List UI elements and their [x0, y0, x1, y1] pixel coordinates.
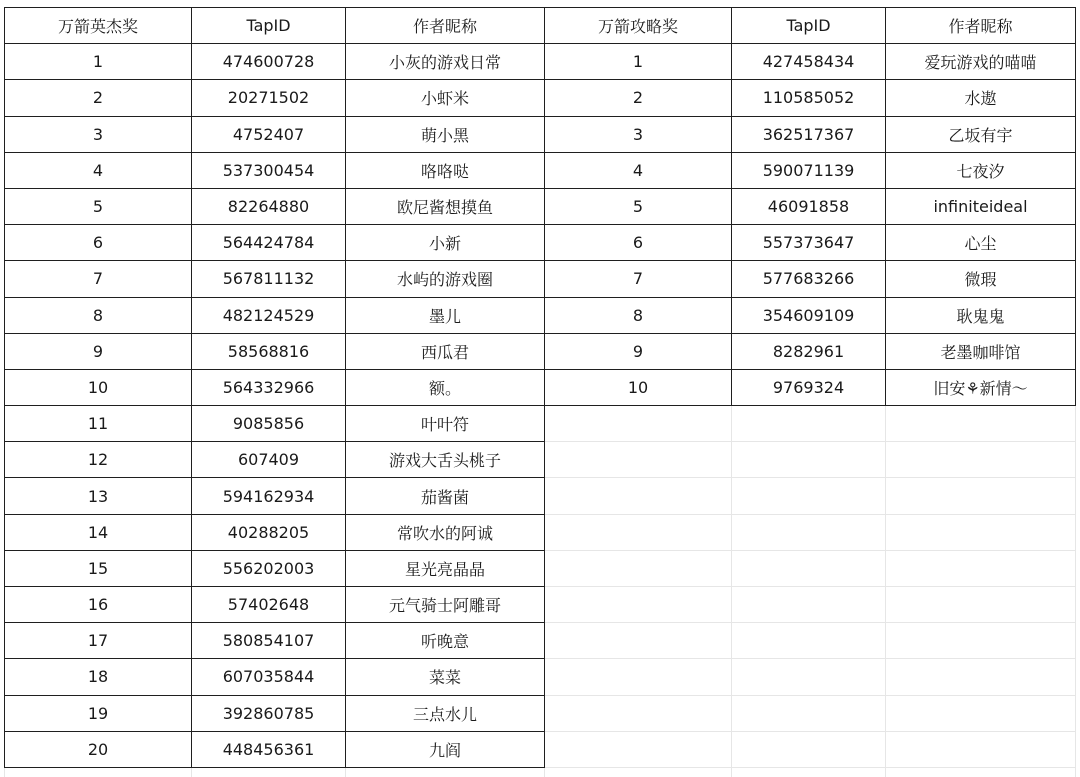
- right-nickname-cell[interactable]: 老墨咖啡馆: [886, 333, 1076, 369]
- left-tapid-cell[interactable]: 537300454: [192, 152, 346, 188]
- right-rank-cell[interactable]: 7: [545, 261, 732, 297]
- left-rank-cell[interactable]: 13: [5, 478, 192, 514]
- left-tapid-cell[interactable]: 474600728: [192, 44, 346, 80]
- right-tapid-cell[interactable]: 46091858: [732, 188, 886, 224]
- table-row: [5, 695, 1076, 731]
- left-header-nickname-cell[interactable]: 作者昵称: [346, 8, 545, 44]
- table-row: [5, 514, 1076, 550]
- left-tapid-cell[interactable]: 564424784: [192, 225, 346, 261]
- empty-cell[interactable]: [545, 550, 732, 586]
- left-rank-cell[interactable]: 20: [5, 731, 192, 767]
- table-row: [5, 225, 1076, 261]
- left-rank-cell[interactable]: 15: [5, 550, 192, 586]
- left-nickname-cell[interactable]: 九阎: [346, 731, 545, 767]
- left-rank-cell[interactable]: 5: [5, 188, 192, 224]
- right-tapid-cell[interactable]: 354609109: [732, 297, 886, 333]
- left-rank-cell[interactable]: 18: [5, 659, 192, 695]
- left-rank-cell[interactable]: 9: [5, 333, 192, 369]
- right-nickname-cell[interactable]: 耿鬼鬼: [886, 297, 1076, 333]
- right-rank-cell[interactable]: 1: [545, 44, 732, 80]
- left-tapid-cell[interactable]: 567811132: [192, 261, 346, 297]
- left-rank-cell[interactable]: 4: [5, 152, 192, 188]
- right-nickname-cell[interactable]: 乙坂有宇: [886, 116, 1076, 152]
- left-rank-cell[interactable]: 3: [5, 116, 192, 152]
- empty-cell[interactable]: [886, 406, 1076, 442]
- table-row: [5, 587, 1076, 623]
- left-nickname-cell[interactable]: 墨儿: [346, 297, 545, 333]
- table-row: [5, 297, 1076, 333]
- left-rank-cell[interactable]: 1: [5, 44, 192, 80]
- right-rank-cell[interactable]: 6: [545, 225, 732, 261]
- left-nickname-cell[interactable]: 星光亮晶晶: [346, 550, 545, 586]
- left-nickname-cell[interactable]: 西瓜君: [346, 333, 545, 369]
- left-tapid-cell[interactable]: 392860785: [192, 695, 346, 731]
- right-tapid-cell[interactable]: 9769324: [732, 369, 886, 405]
- right-tapid-cell[interactable]: 362517367: [732, 116, 886, 152]
- right-tapid-cell[interactable]: 590071139: [732, 152, 886, 188]
- right-rank-cell[interactable]: 10: [545, 369, 732, 405]
- empty-cell[interactable]: [192, 767, 346, 777]
- right-tapid-cell[interactable]: 8282961: [732, 333, 886, 369]
- right-rank-cell[interactable]: 5: [545, 188, 732, 224]
- left-tapid-cell[interactable]: 57402648: [192, 587, 346, 623]
- table-row: [5, 188, 1076, 224]
- empty-cell[interactable]: [5, 767, 192, 777]
- left-nickname-cell[interactable]: 小虾米: [346, 80, 545, 116]
- empty-cell[interactable]: [886, 442, 1076, 478]
- empty-cell[interactable]: [732, 478, 886, 514]
- left-nickname-cell[interactable]: 三点水儿: [346, 695, 545, 731]
- left-tapid-cell[interactable]: 20271502: [192, 80, 346, 116]
- left-tapid-cell[interactable]: 9085856: [192, 406, 346, 442]
- empty-cell[interactable]: [886, 514, 1076, 550]
- left-header-rank-cell[interactable]: 万箭英杰奖: [5, 8, 192, 44]
- empty-cell[interactable]: [545, 587, 732, 623]
- left-nickname-cell[interactable]: 水屿的游戏圈: [346, 261, 545, 297]
- left-rank-cell[interactable]: 11: [5, 406, 192, 442]
- left-rank-cell[interactable]: 12: [5, 442, 192, 478]
- left-rank-cell[interactable]: 16: [5, 587, 192, 623]
- table-row: [5, 623, 1076, 659]
- left-tapid-cell[interactable]: 556202003: [192, 550, 346, 586]
- left-nickname-cell[interactable]: 菜菜: [346, 659, 545, 695]
- left-nickname-cell[interactable]: 小新: [346, 225, 545, 261]
- right-nickname-cell[interactable]: infiniteideal: [886, 188, 1076, 224]
- left-tapid-cell[interactable]: 58568816: [192, 333, 346, 369]
- right-tapid-cell[interactable]: 110585052: [732, 80, 886, 116]
- empty-cell[interactable]: [732, 406, 886, 442]
- right-header-nickname-cell[interactable]: 作者昵称: [886, 8, 1076, 44]
- empty-cell[interactable]: [732, 623, 886, 659]
- empty-cell[interactable]: [732, 514, 886, 550]
- right-rank-cell[interactable]: 8: [545, 297, 732, 333]
- right-nickname-cell[interactable]: 微瑕: [886, 261, 1076, 297]
- right-rank-cell[interactable]: 2: [545, 80, 732, 116]
- table-row: [5, 767, 1076, 777]
- table-row: [5, 369, 1076, 405]
- table-row: [5, 261, 1076, 297]
- left-rank-cell[interactable]: 14: [5, 514, 192, 550]
- empty-cell[interactable]: [346, 767, 545, 777]
- table-row: [5, 550, 1076, 586]
- award-table: [4, 7, 1076, 777]
- left-nickname-cell[interactable]: 元气骑士阿雕哥: [346, 587, 545, 623]
- left-tapid-cell[interactable]: 594162934: [192, 478, 346, 514]
- left-tapid-cell[interactable]: 82264880: [192, 188, 346, 224]
- right-tapid-cell[interactable]: 427458434: [732, 44, 886, 80]
- empty-cell[interactable]: [732, 550, 886, 586]
- left-nickname-cell[interactable]: 萌小黑: [346, 116, 545, 152]
- empty-cell[interactable]: [545, 767, 732, 777]
- left-rank-cell[interactable]: 6: [5, 225, 192, 261]
- table-row: [5, 731, 1076, 767]
- table-row: [5, 442, 1076, 478]
- empty-cell[interactable]: [732, 442, 886, 478]
- empty-cell[interactable]: [886, 695, 1076, 731]
- left-nickname-cell[interactable]: 欧尼酱想摸鱼: [346, 188, 545, 224]
- left-rank-cell[interactable]: 19: [5, 695, 192, 731]
- right-rank-cell[interactable]: 9: [545, 333, 732, 369]
- empty-cell[interactable]: [886, 731, 1076, 767]
- left-tapid-cell[interactable]: 607035844: [192, 659, 346, 695]
- right-header-tapid-cell[interactable]: TapID: [732, 8, 886, 44]
- left-tapid-cell[interactable]: 564332966: [192, 369, 346, 405]
- empty-cell[interactable]: [732, 731, 886, 767]
- table-row: [5, 406, 1076, 442]
- empty-cell[interactable]: [545, 442, 732, 478]
- right-header-rank-cell[interactable]: 万箭攻略奖: [545, 8, 732, 44]
- empty-cell[interactable]: [886, 550, 1076, 586]
- table-row: [5, 44, 1076, 80]
- left-rank-cell[interactable]: 2: [5, 80, 192, 116]
- left-nickname-cell[interactable]: 叶叶符: [346, 406, 545, 442]
- table-row: [5, 152, 1076, 188]
- empty-cell[interactable]: [545, 514, 732, 550]
- left-nickname-cell[interactable]: 茄酱菌: [346, 478, 545, 514]
- right-nickname-cell[interactable]: 爱玩游戏的喵喵: [886, 44, 1076, 80]
- empty-cell[interactable]: [545, 731, 732, 767]
- right-nickname-cell[interactable]: 旧安⚘新情～: [886, 369, 1076, 405]
- empty-cell[interactable]: [886, 659, 1076, 695]
- empty-cell[interactable]: [545, 406, 732, 442]
- table-row: [5, 478, 1076, 514]
- empty-cell[interactable]: [732, 659, 886, 695]
- left-rank-cell[interactable]: 17: [5, 623, 192, 659]
- left-nickname-cell[interactable]: 额。: [346, 369, 545, 405]
- empty-cell[interactable]: [545, 623, 732, 659]
- right-nickname-cell[interactable]: 水遨: [886, 80, 1076, 116]
- header-row: [5, 8, 1076, 44]
- empty-cell[interactable]: [732, 587, 886, 623]
- left-tapid-cell[interactable]: 580854107: [192, 623, 346, 659]
- right-nickname-cell[interactable]: 心尘: [886, 225, 1076, 261]
- table-row: [5, 116, 1076, 152]
- empty-cell[interactable]: [886, 478, 1076, 514]
- right-rank-cell[interactable]: 4: [545, 152, 732, 188]
- left-tapid-cell[interactable]: 448456361: [192, 731, 346, 767]
- empty-cell[interactable]: [732, 767, 886, 777]
- left-header-tapid-cell[interactable]: TapID: [192, 8, 346, 44]
- right-nickname-cell[interactable]: 七夜汐: [886, 152, 1076, 188]
- right-tapid-cell[interactable]: 577683266: [732, 261, 886, 297]
- empty-cell[interactable]: [886, 587, 1076, 623]
- table-row: [5, 659, 1076, 695]
- left-tapid-cell[interactable]: 40288205: [192, 514, 346, 550]
- left-rank-cell[interactable]: 7: [5, 261, 192, 297]
- table-row: [5, 80, 1076, 116]
- left-tapid-cell[interactable]: 607409: [192, 442, 346, 478]
- left-nickname-cell[interactable]: 游戏大舌头桃子: [346, 442, 545, 478]
- left-tapid-cell[interactable]: 4752407: [192, 116, 346, 152]
- left-nickname-cell[interactable]: 常吹水的阿诚: [346, 514, 545, 550]
- left-rank-cell[interactable]: 10: [5, 369, 192, 405]
- left-nickname-cell[interactable]: 小灰的游戏日常: [346, 44, 545, 80]
- table-row: [5, 333, 1076, 369]
- left-rank-cell[interactable]: 8: [5, 297, 192, 333]
- left-tapid-cell[interactable]: 482124529: [192, 297, 346, 333]
- empty-cell[interactable]: [545, 695, 732, 731]
- left-nickname-cell[interactable]: 听晚意: [346, 623, 545, 659]
- left-nickname-cell[interactable]: 咯咯哒: [346, 152, 545, 188]
- empty-cell[interactable]: [545, 478, 732, 514]
- empty-cell[interactable]: [886, 767, 1076, 777]
- empty-cell[interactable]: [886, 623, 1076, 659]
- right-rank-cell[interactable]: 3: [545, 116, 732, 152]
- right-tapid-cell[interactable]: 557373647: [732, 225, 886, 261]
- empty-cell[interactable]: [545, 659, 732, 695]
- empty-cell[interactable]: [732, 695, 886, 731]
